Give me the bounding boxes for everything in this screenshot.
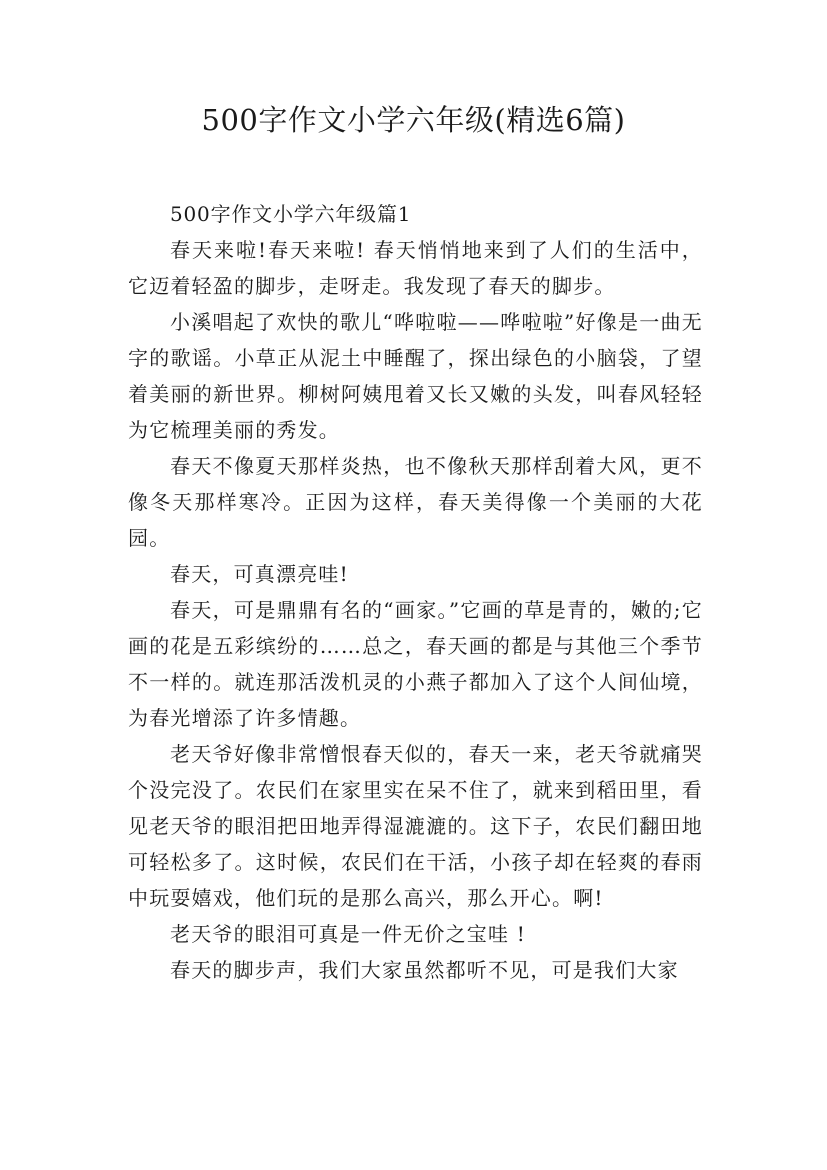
paragraph: 老天爷的眼泪可真是一件无价之宝哇 ! [170,922,526,946]
paragraph: 小溪唱起了欢快的歌儿“哗啦啦——哗啦啦”好像是一曲无字的歌谣。小草正从泥土中睡醒了，探出绿色的小脑袋，了望着美丽的新世界。柳树阿姨甩着又长又嫩的头发，叫春风轻轻为它梳理美丽的秀发。 [128,310,703,442]
section-heading: 500字作文小学六年级篇1 [170,202,412,226]
paragraph: 老天爷好像非常憎恨春天似的，春天一来，老天爷就痛哭个没完没了。农民们在家里实在呆不住了，就来到稻田里，看见老天爷的眼泪把田地弄得湿漉漉的。这下子，农民们翻田地可轻松多了。这时候，农民们在干活，小孩子却在轻爽的春雨中玩耍嬉戏，他们玩的是那么高兴，那么开心。啊! [128,742,703,910]
paragraph: 春天的脚步声，我们大家虽然都听不见，可是我们大家 [170,958,679,982]
document-title: 500字作文小学六年级(精选6篇) [201,103,626,137]
document-body [128,196,703,988]
paragraph: 春天不像夏天那样炎热，也不像秋天那样刮着大风，更不像冬天那样寒冷。正因为这样，春天美得像一个美丽的大花园。 [128,454,703,550]
paragraph: 春天来啦!春天来啦! 春天悄悄地来到了人们的生活中，它迈着轻盈的脚步，走呀走。我发现了春天的脚步。 [128,238,703,298]
paragraph: 春天，可是鼎鼎有名的“画家。”它画的草是青的，嫩的;它画的花是五彩缤纷的……总之，春天画的都是与其他三个季节不一样的。就连那活泼机灵的小燕子都加入了这个人间仙境，为春光增添了许多情趣。 [128,598,703,730]
paragraph: 春天，可真漂亮哇! [170,562,349,586]
